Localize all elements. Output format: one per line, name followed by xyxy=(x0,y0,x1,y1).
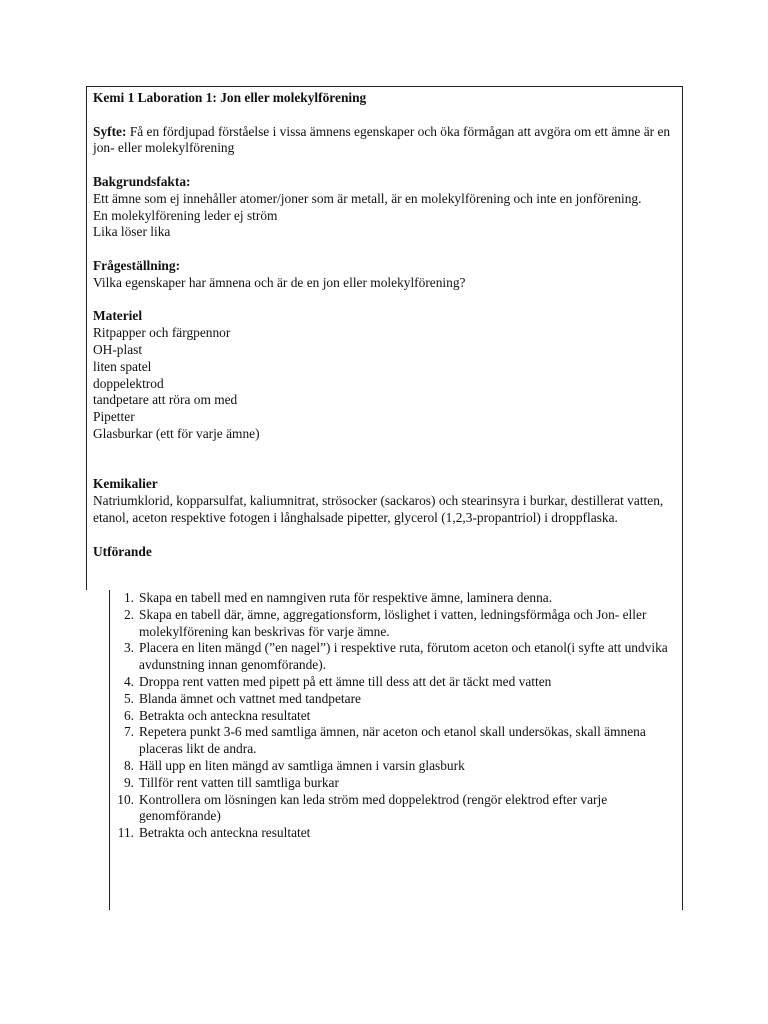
utforande-heading: Utförande xyxy=(93,543,152,559)
step-number: 11. xyxy=(117,825,134,841)
procedure-list xyxy=(110,590,680,842)
list-item xyxy=(110,758,680,775)
materiel-item: Ritpapper och färgpennor xyxy=(93,325,231,341)
step-text: Skapa en tabell med en namngiven ruta för respektive ämne, laminera denna. xyxy=(139,590,553,605)
step-text: Droppa rent vatten med pipett på ett ämne till dess att det är täckt med vatten xyxy=(139,673,552,689)
fraga-heading: Frågeställning: xyxy=(93,257,181,273)
step-text: Tillför rent vatten till samtliga burkar xyxy=(139,774,339,790)
list-item xyxy=(110,607,680,641)
lab-header-content xyxy=(93,90,678,560)
step-text: Repetera punkt 3-6 med samtliga ämnen, när aceton och etanol skall undersökas, skall ämnena placeras likt de andra. xyxy=(139,724,646,757)
step-text: Skapa en tabell där, ämne, aggregationsform, löslighet i vatten, ledningsförmåga och Jon- eller molekylförening kan beskrivas för varje ämne. xyxy=(139,606,647,639)
kemikalier-text: Natriumklorid, kopparsulfat, kaliumnitrat, strösocker (sackaros) och stearinsyra i burkar, destillerat vatten, etanol, aceton respektive fotogen i långhalsade pipetter, glycerol (1,2,3-propantriol) i droppflaska. xyxy=(93,493,664,525)
step-number: 6. xyxy=(123,707,134,723)
list-item xyxy=(110,724,680,758)
step-number: 1. xyxy=(123,590,134,605)
list-item xyxy=(110,775,680,792)
list-item xyxy=(110,674,680,691)
materiel-item: OH-plast xyxy=(93,341,143,357)
lab-header-box xyxy=(86,86,683,590)
materiel-item: Glasburkar (ett för varje ämne) xyxy=(93,425,260,441)
step-text: Placera en liten mängd (”en nagel”) i respektive ruta, förutom aceton och etanol(i syfte att undvika avdunstning innan genomförande). xyxy=(139,640,668,673)
fraga-text: Vilka egenskaper har ämnena och är de en jon eller molekylförening? xyxy=(93,274,466,290)
step-number: 10. xyxy=(117,791,134,807)
list-item xyxy=(110,640,680,674)
step-number: 3. xyxy=(123,640,134,656)
list-item xyxy=(110,691,680,708)
step-number: 9. xyxy=(123,774,134,790)
step-text: Blanda ämnet och vattnet med tandpetare xyxy=(139,690,361,706)
step-number: 2. xyxy=(123,606,134,622)
bakgrund-line: Lika löser lika xyxy=(93,224,171,240)
step-number: 5. xyxy=(123,690,134,706)
materiel-item: doppelektrod xyxy=(93,375,164,391)
kemikalier-heading: Kemikalier xyxy=(93,476,158,492)
steps-right-border xyxy=(682,590,683,910)
bakgrund-line: En molekylförening leder ej ström xyxy=(93,207,278,223)
materiel-item: tandpetare att röra om med xyxy=(93,392,238,408)
list-item xyxy=(110,590,680,607)
list-item xyxy=(110,708,680,725)
step-text: Häll upp en liten mängd av samtliga ämnen i varsin glasburk xyxy=(139,757,465,773)
syfte-text: Få en fördjupad förståelse i vissa ämnens egenskaper och öka förmågan att avgöra om ett ämne är en jon- eller molekylförening xyxy=(93,123,671,156)
syfte-label: Syfte: xyxy=(93,123,127,139)
step-number: 8. xyxy=(123,757,134,773)
materiel-heading: Materiel xyxy=(93,308,143,324)
list-item xyxy=(110,792,680,826)
materiel-item: liten spatel xyxy=(93,358,152,374)
syfte-paragraph xyxy=(93,124,678,158)
bakgrund-line: Ett ämne som ej innehåller atomer/joner som är metall, är en molekylförening och inte en jonförening. xyxy=(93,190,642,206)
list-item xyxy=(110,825,680,842)
step-text: Betrakta och anteckna resultatet xyxy=(139,707,311,723)
materiel-item: Pipetter xyxy=(93,409,135,425)
doc-title: Kemi 1 Laboration 1: Jon eller molekylförening xyxy=(93,90,367,105)
step-number: 7. xyxy=(123,724,134,740)
step-text: Kontrollera om lösningen kan leda ström med doppelektrod (rengör elektrod efter varje genomförande) xyxy=(139,791,608,824)
bakgrund-heading: Bakgrundsfakta: xyxy=(93,173,191,189)
step-number: 4. xyxy=(123,673,134,689)
step-text: Betrakta och anteckna resultatet xyxy=(139,825,311,841)
